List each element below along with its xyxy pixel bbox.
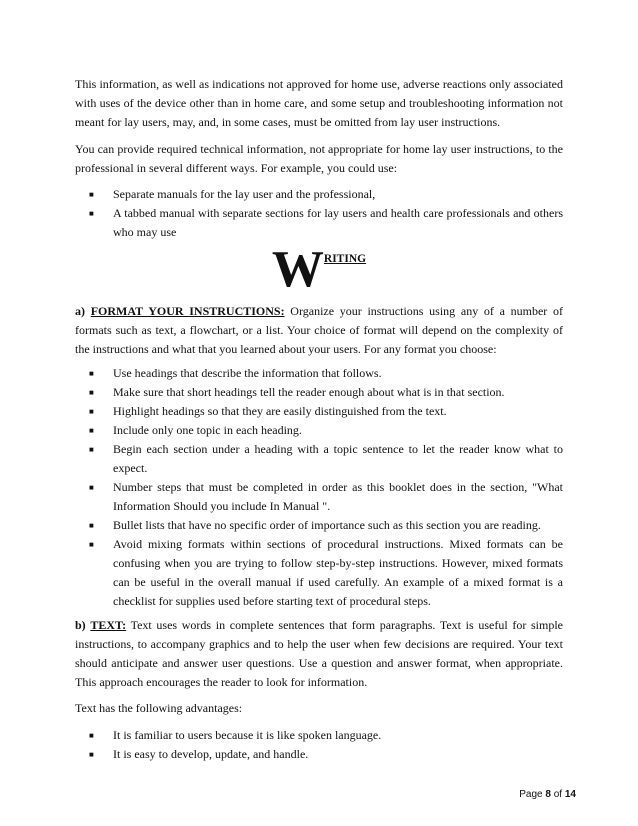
list-item: ■ Use headings that describe the information that follows. bbox=[75, 364, 563, 383]
footer-page-number: 8 bbox=[545, 789, 551, 800]
list-item: ■ A tabbed manual with separate sections for lay users and health care professionals and others who may use bbox=[89, 206, 563, 239]
square-bullet-icon: ■ bbox=[89, 540, 94, 549]
list-item: ■ Separate manuals for the lay user and the professional, bbox=[75, 185, 563, 204]
list-item: ■ Number steps that must be completed in order as this booklet does in the section, "What Information Should you include In Manual ". bbox=[89, 480, 563, 513]
section-b-label: b) bbox=[75, 618, 86, 632]
square-bullet-icon: ■ bbox=[89, 445, 94, 454]
section-a-paragraph bbox=[75, 302, 563, 359]
section-b-title: TEXT: bbox=[90, 618, 127, 632]
list-item: ■ Highlight headings so that they are easily distinguished from the text. bbox=[75, 402, 563, 421]
page-footer bbox=[519, 789, 576, 800]
section-b-text: Text uses words in complete sentences that form paragraphs. Text is useful for simple instructions, to accompany graphics and to help the user when few decisions are required. Your text should anticipate and answer user questions. Use a question and answer format, when appropriate. This approach encourages the reader to look for information. bbox=[75, 618, 563, 689]
square-bullet-icon: ■ bbox=[89, 209, 94, 218]
advantages-list bbox=[75, 726, 563, 764]
writing-heading bbox=[75, 241, 563, 300]
list-item: ■ Include only one topic in each heading. bbox=[75, 421, 563, 440]
section-a-title: FORMAT YOUR INSTRUCTIONS: bbox=[90, 304, 285, 318]
square-bullet-icon: ■ bbox=[89, 190, 94, 199]
intro-paragraph: This information, as well as indications not approved for home use, adverse reactions only associated with uses of the device other than in home care, and some setup and troubleshooting information not meant for lay users, may, and, in some cases, must be omitted from lay user instructions. bbox=[75, 77, 563, 129]
section-a-label: a) bbox=[75, 304, 85, 318]
section-a-text: Organize your instructions using any of a number of formats such as text, a flowchart, or a list. Your choice of format will depend on the complexity of the instructions and what that you learned about your users. For any format you choose: bbox=[75, 304, 564, 356]
professional-paragraph: You can provide required technical information, not appropriate for home lay user instructions, to the professional in several different ways. For example, you could use: bbox=[75, 142, 563, 175]
list-item: ■ Make sure that short headings tell the reader enough about what is in that section. bbox=[75, 383, 563, 402]
square-bullet-icon: ■ bbox=[89, 407, 94, 416]
page-body bbox=[75, 75, 563, 764]
square-bullet-icon: ■ bbox=[89, 483, 94, 492]
footer-page-word: Page bbox=[519, 789, 543, 800]
square-bullet-icon: ■ bbox=[89, 426, 94, 435]
square-bullet-icon: ■ bbox=[89, 388, 94, 397]
footer-total-pages: 14 bbox=[564, 789, 576, 800]
format-guidelines-list bbox=[75, 364, 563, 611]
list-item: ■ Bullet lists that have no specific order of importance such as this section you are reading. bbox=[75, 516, 563, 535]
manual-options-list bbox=[75, 185, 563, 242]
heading-rest: RITING bbox=[323, 253, 367, 265]
section-b-paragraph bbox=[75, 616, 563, 692]
square-bullet-icon: ■ bbox=[89, 731, 94, 740]
advantages-intro: Text has the following advantages: bbox=[75, 701, 243, 715]
square-bullet-icon: ■ bbox=[89, 521, 94, 530]
list-item: ■ It is easy to develop, update, and handle. bbox=[75, 745, 563, 764]
footer-of-word: of bbox=[553, 789, 563, 800]
list-item: ■ Begin each section under a heading with a topic sentence to let the reader know what to expect. bbox=[89, 442, 563, 475]
heading-drop-cap: W bbox=[271, 241, 324, 298]
list-item: ■ Avoid mixing formats within sections of procedural instructions. Mixed formats can be confusing when you are trying to follow step-by-step instructions. However, mixed formats can be useful in the overall manual if used carefully. An example of a mixed format is a checklist for supplies used before starting text of procedural steps. bbox=[89, 537, 563, 608]
square-bullet-icon: ■ bbox=[89, 750, 94, 759]
square-bullet-icon: ■ bbox=[89, 369, 94, 378]
list-item: ■ It is familiar to users because it is like spoken language. bbox=[75, 726, 563, 745]
